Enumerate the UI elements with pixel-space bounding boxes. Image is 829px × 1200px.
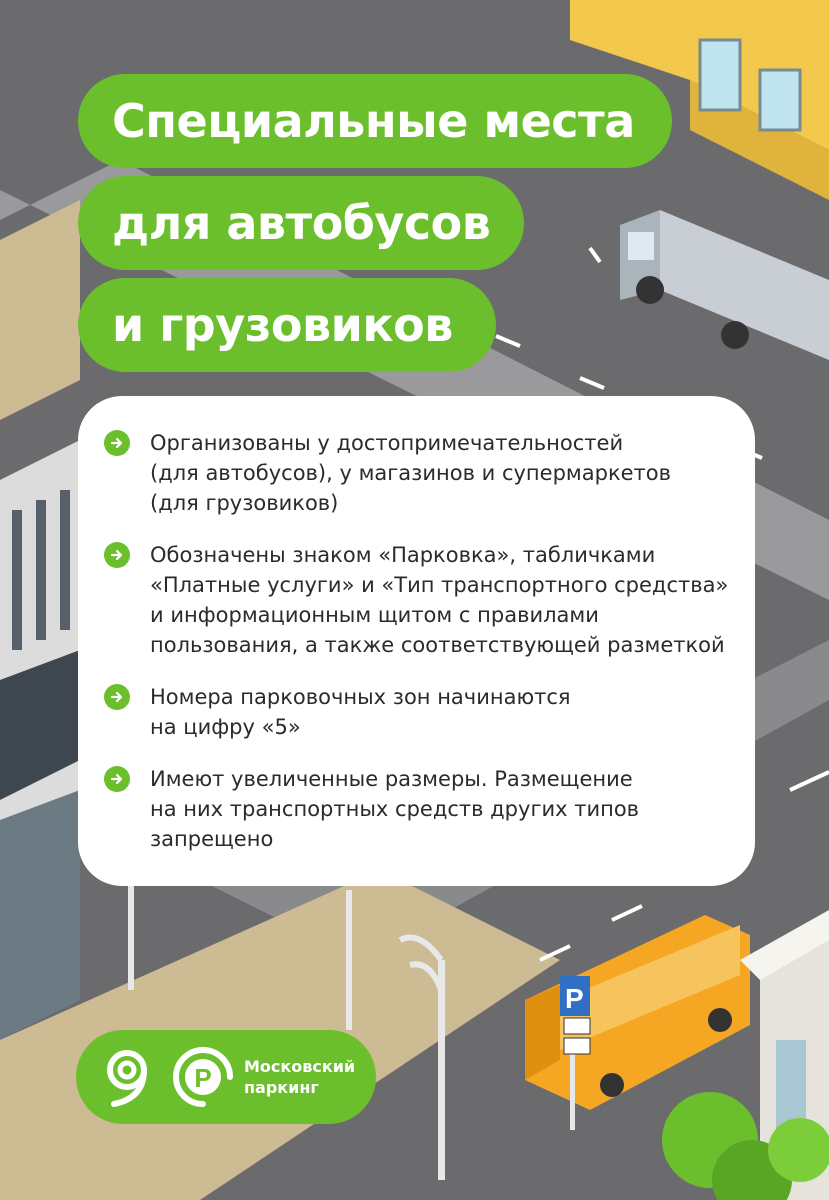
list-item <box>104 682 731 742</box>
logo <box>76 1030 376 1124</box>
parking-p-logo-icon <box>168 1042 238 1112</box>
arrow-right-icon <box>104 684 130 710</box>
list-item-text: Обозначены знаком «Парковка», табличками «Платные услуги» и «Тип транспортного средства» и информационным щитом с правилами пользования, а также соответствующей разметкой <box>150 543 729 657</box>
list-item-text: Номера парковочных зон начинаются на цифру «5» <box>150 685 571 739</box>
moscow-nine-logo-icon <box>92 1042 162 1112</box>
arrow-right-icon <box>104 430 130 456</box>
list-item-text: Имеют увеличенные размеры. Размещение на них транспортных средств других типов запрещено <box>150 767 640 851</box>
svg-text:P: P <box>565 983 584 1014</box>
arrow-right-icon <box>104 542 130 568</box>
list-item <box>104 428 731 518</box>
logo-text: Московский паркинг <box>244 1057 356 1097</box>
title-line-3: и грузовиков <box>78 278 496 372</box>
title-line-1: Специальные места <box>78 74 672 168</box>
title-line-2: для автобусов <box>78 176 524 270</box>
list-item-text: Организованы у достопримечательностей (для автобусов), у магазинов и супермаркетов (для грузовиков) <box>150 431 672 515</box>
list-item <box>104 540 731 660</box>
arrow-right-icon <box>104 766 130 792</box>
parking-p-letter: P <box>194 1063 212 1093</box>
info-card <box>78 396 755 886</box>
list-item <box>104 764 731 854</box>
